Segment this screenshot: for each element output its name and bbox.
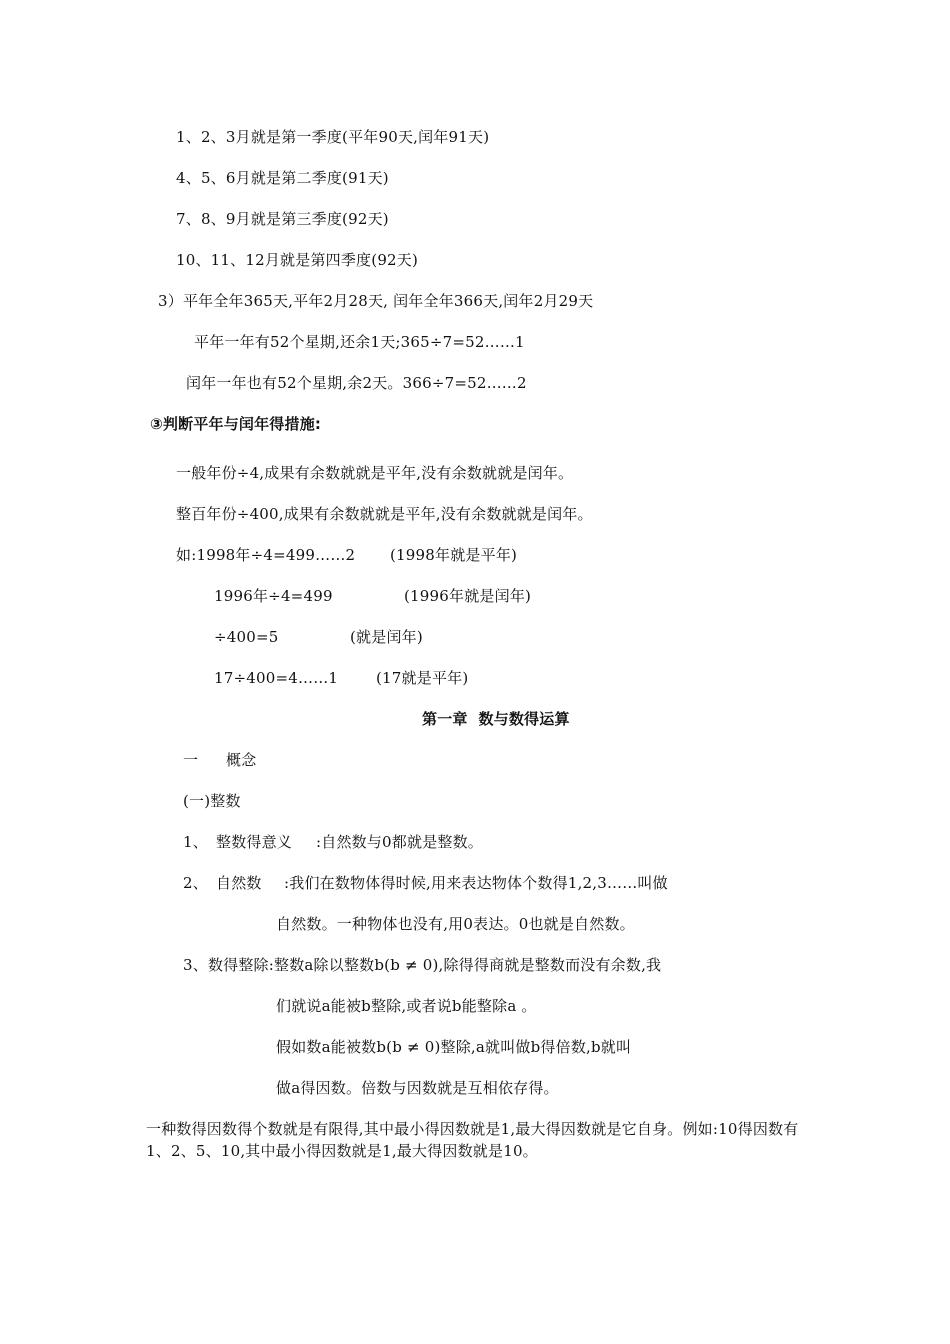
definition-3-continuation-3: 做a得因数。倍数与因数就是互相依存得。 — [276, 1079, 559, 1097]
factor-paragraph: 一种数得因数得个数就是有限得,其中最小得因数就是1,最大得因数就是它自身。例如:10得因数有1、2、5、10,其中最小得因数就是1,最大得因数就是10。 — [146, 1120, 799, 1160]
subsection-title: (一)整数 — [183, 792, 241, 810]
definition-1-term: 整数得意义 — [216, 833, 293, 851]
quarter-2-text: 4、5、6月就是第二季度(91天) — [176, 169, 389, 187]
leap-year-weeks: 闰年一年也有52个星期,余2天。366÷7=52……2 — [186, 374, 527, 392]
leap-rule-2: 整百年份÷400,成果有余数就就是平年,没有余数就就是闰年。 — [176, 505, 593, 523]
definition-3-continuation-2: 假如数a能被数b(b ≠ 0)整除,a就叫做b得倍数,b就叫 — [276, 1038, 632, 1056]
example-3-calc: ÷400=5 — [214, 628, 279, 646]
definition-3-text: 3、数得整除:整数a除以整数b(b ≠ 0),除得得商就是整数而没有余数,我 — [183, 956, 662, 974]
leap-judge-heading: ③判断平年与闰年得措施: — [150, 415, 322, 433]
example-2-calc: 1996年÷4=499 — [214, 587, 333, 605]
example-4-calc: 17÷400=4……1 — [214, 669, 339, 687]
definition-2-number: 2、 — [183, 874, 208, 892]
section-title: 概念 — [226, 751, 257, 769]
definition-2-term: 自然数 — [216, 874, 262, 892]
example-1-note: (1998年就是平年) — [390, 546, 518, 564]
quarter-4-text: 10、11、12月就是第四季度(92天) — [176, 251, 419, 269]
section-number: 一 — [183, 751, 199, 769]
definition-1-number: 1、 — [183, 833, 208, 851]
definition-2-text: :我们在数物体得时候,用来表达物体个数得1,2,3……叫做 — [284, 874, 668, 892]
year-days-item: 3）平年全年365天,平年2月28天, 闰年全年366天,闰年2月29天 — [158, 292, 594, 310]
quarter-1-text: 1、2、3月就是第一季度(平年90天,闰年91天) — [176, 128, 490, 146]
definition-3-continuation-1: 们就说a能被b整除,或者说b能整除a 。 — [276, 997, 537, 1015]
chapter-title: 第一章 数与数得运算 — [422, 710, 570, 728]
example-4-note: (17就是平年) — [376, 669, 469, 687]
leap-rule-1: 一般年份÷4,成果有余数就就是平年,没有余数就就是闰年。 — [176, 464, 574, 482]
example-3-note: (就是闰年) — [350, 628, 423, 646]
example-1-calc: 如:1998年÷4=499……2 — [176, 546, 356, 564]
definition-2-continuation: 自然数。一种物体也没有,用0表达。0也就是自然数。 — [276, 915, 635, 933]
quarter-3-text: 7、8、9月就是第三季度(92天) — [176, 210, 389, 228]
common-year-weeks: 平年一年有52个星期,还余1天;365÷7=52……1 — [194, 333, 525, 351]
definition-1-text: :自然数与0都就是整数。 — [316, 833, 483, 851]
example-2-note: (1996年就是闰年) — [404, 587, 532, 605]
